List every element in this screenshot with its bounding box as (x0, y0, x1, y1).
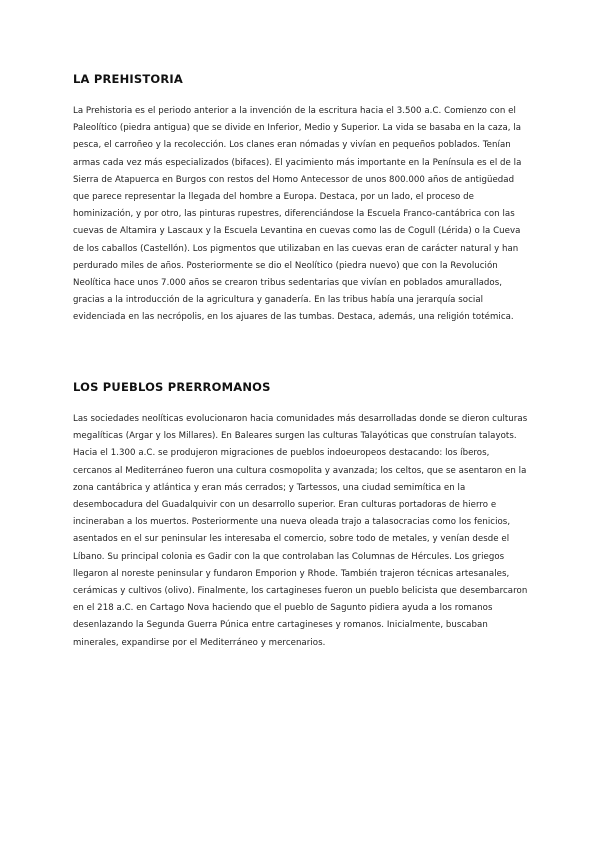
section-pueblos-prerromanos (73, 380, 528, 652)
section-heading: LA PREHISTORIA (73, 72, 184, 86)
section-paragraph: Las sociedades neolíticas evolucionaron hacia comunidades más desarrolladas donde se dieron culturas megalíticas (Argar y los Millares). En Baleares surgen las culturas Talayóticas que construían talayots. Hacia el 1.300 a.C. se produjeron migraciones de pueblos indoeuropeos destacando: los íberos, cercanos al Mediterráneo fueron una cultura cosmopolita y avanzada; los celtos, que se asentaron en la zona cantábrica y atlántica y eran más cerrados; y Tartessos, una ciudad semimítica en la desembocadura del Guadalquivir con un desarrollo superior. Eran culturas portadoras de hierro e incineraban a los muertos. Posteriormente una nueva oleada trajo a talasocracias como los fenicios, asentados en el sur peninsular les interesaba el comercio, sobre todo de metales, y venían desde el Líbano. Su principal colonia es Gadir con la que controlaban las Columnas de Hércules. Los griegos llegaron al noreste peninsular y fundaron Emporion y Rhode. También trajeron técnicas artesanales, cerámicas y cultivos (olivo). Finalmente, los cartagineses fueron un pueblo belicista que desembarcaron en el 218 a.C. en Cartago Nova haciendo que el pueblo de Sagunto pidiera ayuda a los romanos desenlazando la Segunda Guerra Púnica entre cartagineses y romanos. Inicialmente, buscaban minerales, expandirse por el Mediterráneo y mercenarios. (73, 414, 528, 648)
section-heading: LOS PUEBLOS PRERROMANOS (73, 380, 271, 394)
section-prehistoria (73, 72, 528, 327)
section-paragraph: La Prehistoria es el periodo anterior a la invención de la escritura hacia el 3.500 a.C. Comienzo con el Paleolítico (piedra antigua) que se divide en Inferior, Medio y Superior. La vida se basaba en la caza, la pesca, el carroñeo y la recolección. Los clanes eran nómadas y vivían en pequeños poblados. Tenían armas cada vez más especializados (bifaces). El yacimiento más importante en la Península es el de la Sierra de Atapuerca en Burgos con restos del Homo Antecessor de unos 800.000 años de antigüedad que parece representar la llegada del hombre a Europa. Destaca, por un lado, el proceso de hominización, y por otro, las pinturas rupestres, diferenciándose la Escuela Franco-cantábrica con las cuevas de Altamira y Lascaux y la Escuela Levantina en cuevas como las de Cogull (Lérida) o la Cueva de los caballos (Castellón). Los pigmentos que utilizaban en las cuevas eran de carácter natural y han perdurado miles de años. Posteriormente se dio el Neolítico (piedra nuevo) que con la Revolución Neolítica hace unos 7.000 años se crearon tribus sedentarias que vivían en poblados amurallados, gracias a la introducción de la agricultura y ganadería. En las tribus había una jerarquía social evidenciada en las necrópolis, en los ajuares de las tumbas. Destaca, además, una religión totémica. (73, 106, 522, 323)
